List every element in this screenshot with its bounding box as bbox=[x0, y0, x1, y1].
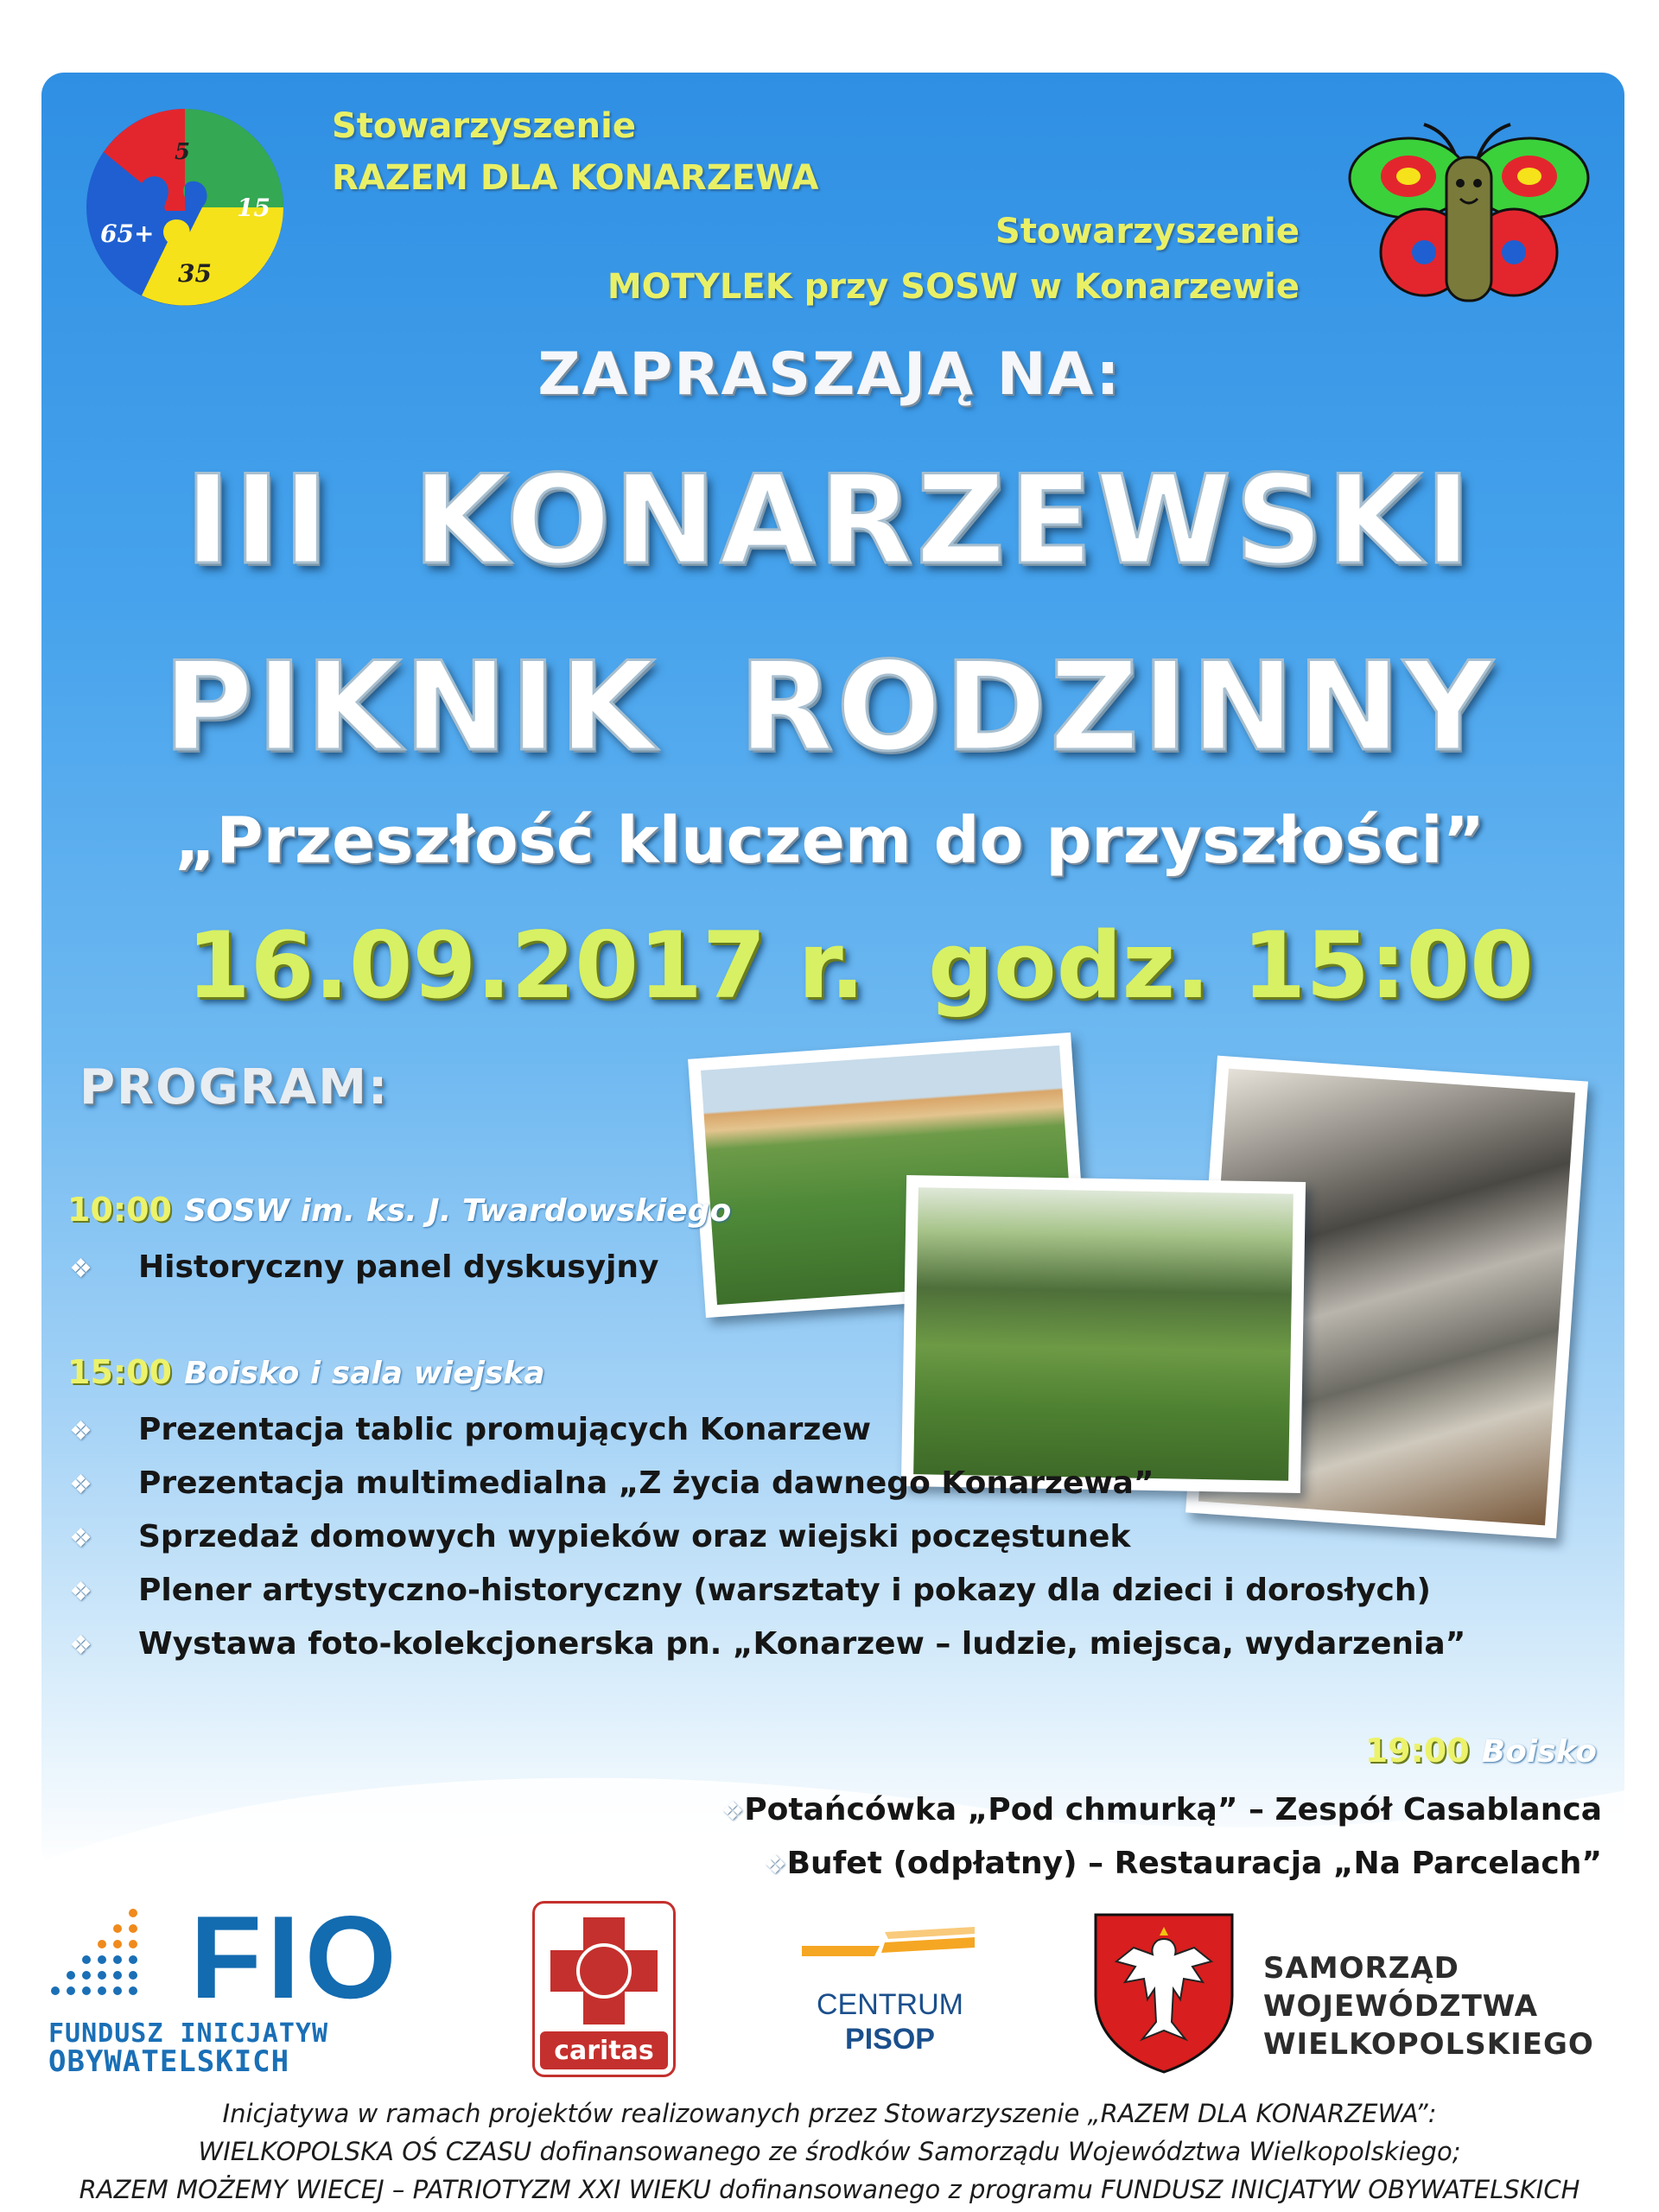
bullet-icon: ❖ bbox=[69, 1470, 92, 1500]
org-razem bbox=[332, 100, 818, 204]
footer-line3: RAZEM MOŻEMY WIECEJ – PATRIOTYZM XXI WIEKU dofinansowanego z programu FUNDUSZ INICJATYW OBYWATELSKICH bbox=[79, 2175, 1580, 2204]
program-slot-1900 bbox=[1365, 1732, 1597, 1770]
program-item-text: Bufet (odpłatny) – Restauracja „Na Parcelach” bbox=[786, 1846, 1602, 1881]
slot-time: 10:00 bbox=[67, 1191, 172, 1229]
wielkopolska-coat-of-arms-icon bbox=[1090, 1910, 1237, 2074]
program-item-text: Sprzedaż domowych wypieków oraz wiejski poczęstunek bbox=[138, 1519, 1131, 1554]
slot-time: 15:00 bbox=[67, 1353, 172, 1391]
slot-place: Boisko i sala wiejska bbox=[183, 1356, 545, 1391]
bullet-icon: ❖ bbox=[69, 1254, 92, 1284]
pisop-line1: CENTRUM bbox=[817, 1988, 963, 2021]
samorzad-logo-text bbox=[1263, 1949, 1659, 2063]
puzzle-logo bbox=[81, 104, 289, 311]
org-razem-label: Stowarzyszenie bbox=[332, 106, 636, 146]
program-item bbox=[69, 1457, 1465, 1510]
footer-note bbox=[0, 2094, 1659, 2209]
event-date: 16.09.2017 r. bbox=[187, 912, 865, 1019]
org-razem-name: RAZEM DLA KONARZEWA bbox=[332, 158, 819, 198]
caritas-logo-word: caritas bbox=[554, 2036, 654, 2066]
bullet-icon: ❖ bbox=[721, 1796, 745, 1827]
bullet-icon: ❖ bbox=[69, 1416, 92, 1446]
slot-time: 19:00 bbox=[1364, 1732, 1470, 1770]
program-item-text: Wystawa foto-kolekcjonerska pn. „Konarzew – ludzie, miejsca, wydarzenia” bbox=[138, 1626, 1466, 1662]
event-title-line2: PIKNIK RODZINNY bbox=[162, 636, 1497, 779]
event-time: godz. 15:00 bbox=[928, 912, 1534, 1019]
puzzle-number-15: 15 bbox=[237, 194, 270, 222]
event-subtitle: „Przeszłość kluczem do przyszłości” bbox=[174, 804, 1485, 878]
slot-place: SOSW im. ks. J. Twardowskiego bbox=[183, 1193, 732, 1229]
footer-line2: WIELKOPOLSKA OŚ CZASU dofinansowanego ze środków Samorządu Województwa Wielkopolskiego; bbox=[198, 2137, 1461, 2166]
bullet-icon: ❖ bbox=[69, 1577, 92, 1607]
program-items-1000 bbox=[69, 1241, 659, 1294]
program-item-text: Plener artystyczno-historyczny (warsztaty i pokazy dla dzieci i dorosłych) bbox=[138, 1573, 1431, 1608]
program-slot-1500 bbox=[67, 1353, 545, 1391]
org-motylek-name: MOTYLEK przy SOSW w Konarzewie bbox=[607, 267, 1300, 307]
program-item-text: Prezentacja multimedialna „Z życia dawnego Konarzewa” bbox=[138, 1465, 1154, 1501]
bullet-icon: ❖ bbox=[69, 1523, 92, 1554]
pisop-bars-icon bbox=[802, 1925, 975, 1977]
program-item bbox=[69, 1618, 1465, 1671]
samorzad-line2: WIELKOPOLSKIEGO bbox=[1263, 2027, 1594, 2062]
program-item-text: Potańcówka „Pod chmurką” – Zespół Casablanca bbox=[744, 1792, 1602, 1827]
program-heading: PROGRAM: bbox=[79, 1059, 390, 1116]
program-slot-1000 bbox=[67, 1191, 731, 1229]
slot-place: Boisko bbox=[1481, 1734, 1597, 1770]
program-item-text: Prezentacja tablic promujących Konarzew bbox=[138, 1412, 872, 1447]
fio-caption-line1: FUNDUSZ INICJATYW bbox=[48, 2018, 329, 2049]
fio-dots-icon bbox=[48, 1906, 143, 2001]
program-item bbox=[69, 1403, 1465, 1457]
fio-caption-line2: OBYWATELSKICH bbox=[48, 2044, 290, 2079]
org-motylek bbox=[607, 204, 1300, 315]
program-item bbox=[69, 1564, 1465, 1618]
invite-heading: ZAPRASZAJĄ NA: bbox=[537, 340, 1122, 409]
event-title-line1: III KONARZEWSKI bbox=[184, 449, 1475, 592]
program-item bbox=[69, 1241, 659, 1294]
butterfly-logo bbox=[1348, 109, 1590, 308]
bullet-icon: ❖ bbox=[69, 1630, 92, 1661]
program-item bbox=[706, 1783, 1602, 1837]
program-items-1900 bbox=[706, 1783, 1602, 1891]
puzzle-number-65: 65+ bbox=[100, 219, 155, 248]
program-item-text: Historyczny panel dyskusyjny bbox=[138, 1249, 659, 1285]
bullet-icon: ❖ bbox=[763, 1850, 787, 1880]
fio-logo-caption bbox=[48, 2018, 329, 2079]
pisop-line2: PISOP bbox=[845, 2023, 935, 2056]
org-motylek-label: Stowarzyszenie bbox=[995, 212, 1300, 251]
program-item bbox=[69, 1510, 1465, 1564]
fio-logo-word: FIO bbox=[190, 1891, 402, 2023]
program-items-1500 bbox=[69, 1403, 1465, 1671]
pisop-logo-text bbox=[778, 1987, 1002, 2056]
samorzad-line1: SAMORZĄD WOJEWÓDZTWA bbox=[1263, 1951, 1539, 2024]
footer-line1: Inicjatywa w ramach projektów realizowanych przez Stowarzyszenie „RAZEM DLA KONARZEWA”: bbox=[222, 2099, 1437, 2128]
puzzle-number-35: 35 bbox=[178, 259, 212, 288]
puzzle-number-5: 5 bbox=[175, 139, 191, 165]
program-item bbox=[706, 1837, 1602, 1891]
